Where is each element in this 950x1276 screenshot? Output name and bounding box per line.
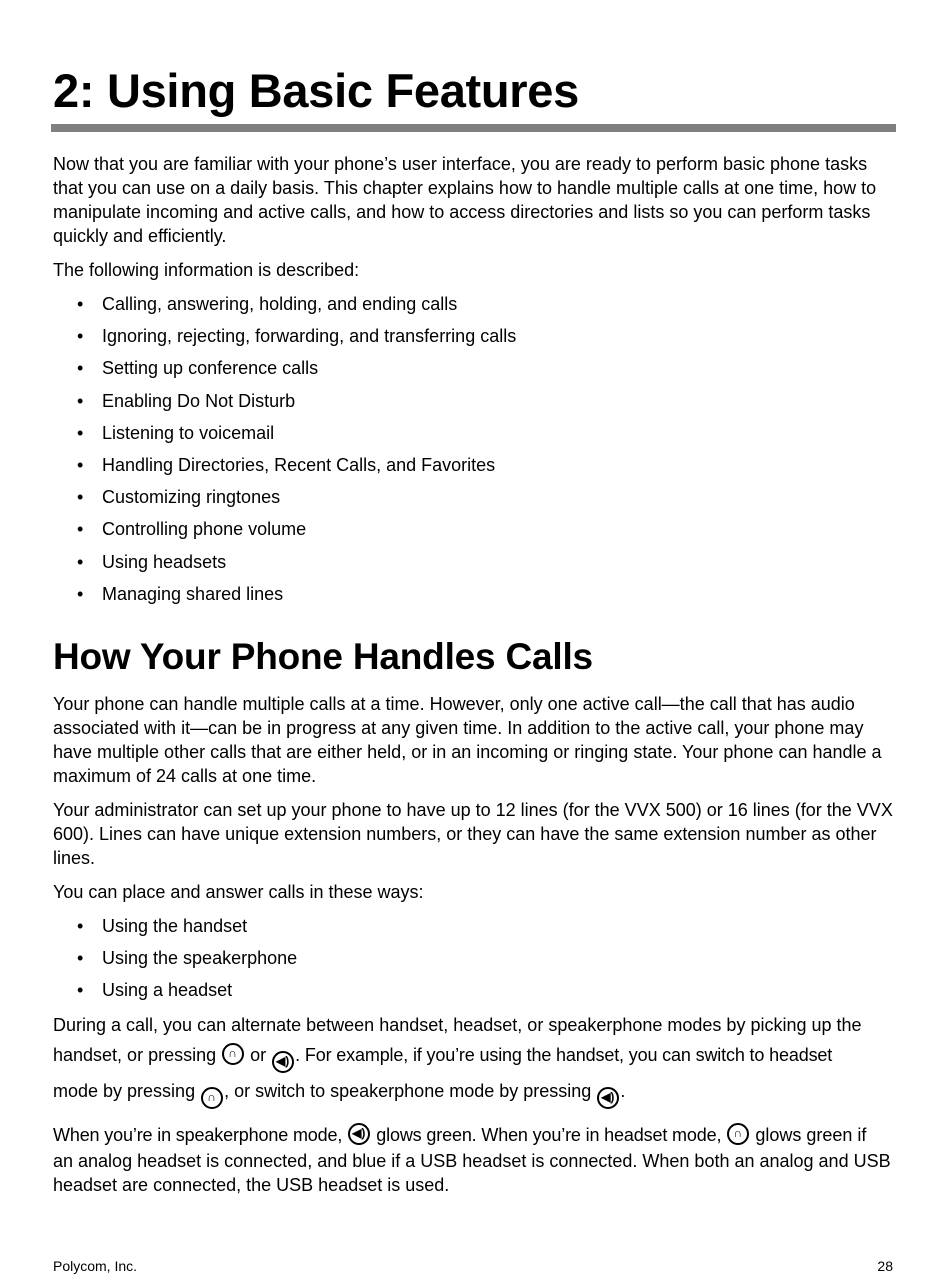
list-item: • Enabling Do Not Disturb [77,390,296,411]
list-item: • Using the handset [77,916,248,936]
bullet-icon: • [77,358,84,379]
bullet-icon: • [77,980,84,1001]
features-list [53,292,896,614]
title-rule [51,124,896,132]
bullet-icon: • [77,948,84,969]
list-item: • Controlling phone volume [77,519,307,540]
bullet-icon: • [77,326,84,347]
headset-icon: ∩ [201,1087,223,1109]
list-item: • Using the speakerphone [77,948,298,969]
speakerphone-icon: ◀) [272,1051,294,1073]
section-paragraph: Your administrator can set up your phone to have up to 12 lines (for the VVX 500) or 16 lines (for the VVX 600). Lines can have unique extension numbers, or they can have the same extension number as other lines. [53,800,893,868]
speakerphone-icon: ◀) [597,1087,619,1109]
call-methods-list [53,914,896,1011]
footer-page-number: 28 [877,1258,893,1274]
intro-list-heading: The following information is described: [53,260,360,280]
section-paragraph: You can place and answer calls in these ways: [53,882,424,902]
bullet-icon: • [77,583,84,604]
bullet-icon: • [77,487,84,508]
bullet-icon: • [77,422,84,443]
section-body [53,692,896,1197]
list-item: • Customizing ringtones [77,487,281,508]
speakerphone-icon: ◀) [348,1123,370,1145]
bullet-icon: • [77,916,84,936]
section-paragraph: Your phone can handle multiple calls at a time. However, only one active call—the call that has audio associated with it—can be in progress at any given time. In addition to the active call, your phone may have multiple other calls that are either held, or in an incoming or ringing state. Your phone can handle a maximum of 24 calls at one time. [53,694,882,786]
list-item: • Setting up conference calls [77,358,319,379]
list-item: • Handling Directories, Recent Calls, and Favorites [77,454,496,475]
list-item: • Managing shared lines [77,583,284,604]
list-item: • Listening to voicemail [77,422,275,443]
section-title: How Your Phone Handles Calls [53,636,593,677]
bullet-icon: • [77,519,84,540]
mode-glow-paragraph: When you’re in speakerphone mode, ◀) glows green. When you’re in headset mode, ∩ glows green if an analog headset is connected, and blue if a USB headset is connected. When both an analog and USB headset are connected, the USB headset is used. [53,1124,891,1195]
list-item: • Calling, answering, holding, and ending calls [77,294,458,314]
intro-section [53,152,896,614]
bullet-icon: • [77,390,84,411]
bullet-icon: • [77,551,84,572]
chapter-title: 2: Using Basic Features [53,64,579,117]
list-item: • Ignoring, rejecting, forwarding, and transferring calls [77,326,517,347]
bullet-icon: • [77,454,84,475]
mode-switch-paragraph: During a call, you can alternate between handset, headset, or speakerphone modes by picking up the handset, or pressing ∩ or ◀) . For example, if you’re using the handset, you can switch to headset mode by pressing ∩ , or switch to speakerphone mode by pressing ◀) . [53,1013,896,1113]
footer-company: Polycom, Inc. [53,1258,138,1274]
headset-icon: ∩ [727,1123,749,1145]
list-item: • Using a headset [77,980,233,1001]
intro-paragraph: Now that you are familiar with your phone’s user interface, you are ready to perform basic phone tasks that you can use on a daily basis. This chapter explains how to handle multiple calls at one time, how to manipulate incoming and active calls, and how to access directories and lists so you can perform tasks quickly and efficiently. [53,154,877,246]
headset-icon: ∩ [222,1043,244,1065]
bullet-icon: • [77,294,84,314]
list-item: • Using headsets [77,551,227,572]
